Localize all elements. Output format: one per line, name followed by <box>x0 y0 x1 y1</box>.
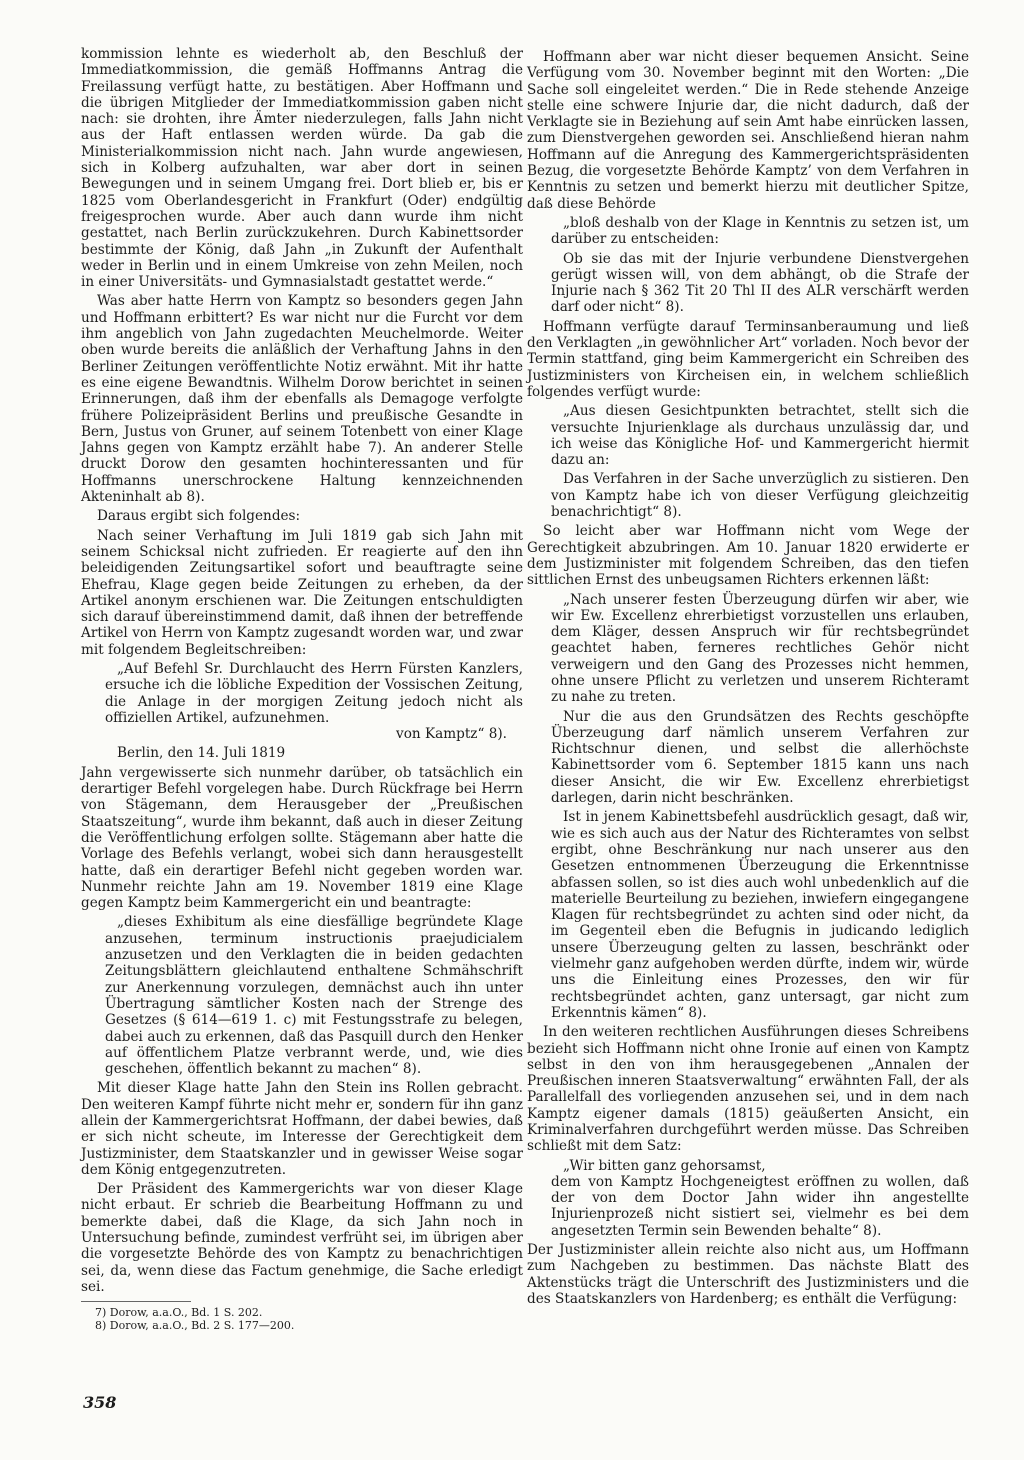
quote-text: „Nach unserer festen Überzeugung dürfen wir aber, wie wir Ew. Excellenz ehrerbietigst vorzustellen uns erlauben, dem Kläger, dessen Anspruch wir für rechtsbegründet geachtet haben, ferneres rechtliches Gehör nicht verweigern und den Gang des Prozesses nicht hemmen, ohne unsere Pflicht zu verletzen und unserem Richteramt zu nahe zu treten. <box>551 591 969 706</box>
quote-text: Ist in jenem Kabinettsbefehl ausdrücklich gesagt, daß wir, wie es sich auch aus der Natur des Richteramtes von selbst ergibt, ohne Beschränkung nur nach unserer aus den Gesetzen entnommenen Überzeugung die Erkenntnisse abfassen sollen, so ist dies auch wohl unbedenklich auf die materielle Beurteilung zu beziehen, inwiefern eingegangene Klagen für rechtsbegründet zu achten sind oder nicht, da im Gegenteil eben die Befugnis in judicando lediglich unsere Überzeugung gelten zu lassen, beschränkt oder vielmehr ganz aufgehoben werden dürfte, indem wir, würde uns die Einleitung eines Prozesses, den wir für rechtsbegründet achten, ganz untersagt, gar nicht zum Erkenntnis kämen“ 8). <box>551 809 969 1021</box>
paragraph: Mit dieser Klage hatte Jahn den Stein ins Rollen gebracht. Den weiteren Kampf führte nicht mehr er, sondern für ihn ganz allein der Kammergerichtsrat Hoffmann, der dabei bewies, daß er sich nicht scheute, im Interesse der Gerechtigkeit dem Justizminister, dem Staatskanzler und in gewisser Weise sogar dem König entgegenzutreten. <box>81 1080 523 1178</box>
quote-text: „Wir bitten ganz gehorsamst, <box>563 1157 766 1174</box>
quote-signature: von Kamptz“ 8). <box>396 726 507 743</box>
footnotes <box>81 1306 523 1332</box>
quote-text: Das Verfahren in der Sache unverzüglich zu sistieren. Den von Kamptz habe ich von dieser Verfügung gleichzeitig benachrichtigt“ 8). <box>551 471 969 521</box>
paragraph: So leicht aber war Hoffmann nicht vom Wege der Gerechtigkeit abzubringen. Am 10. Januar 1820 erwiderte er dem Justizminister mit folgendem Schreiben, das den tiefen sittlichen Ernst des unbeugsamen Richters erkennen läßt: <box>527 523 969 589</box>
quote-text: Nur die aus den Grundsätzen des Rechts geschöpfte Überzeugung darf nämlich unserem Verfahren zur Richtschnur dienen, und selbst die allerhöchste Kabinettsorder vom 6. September 1815 kann uns nach dieser Ansicht, die wir Ew. Excellenz ehrerbietigst darlegen, darin nicht beschränken. <box>551 708 969 807</box>
block-quote <box>551 592 969 1022</box>
paragraph: Hoffmann aber war nicht dieser bequemen Ansicht. Seine Verfügung vom 30. November beginnt mit den Worten: „Die Sache soll eingeleitet werden.“ Die in Rede stehende Anzeige stelle eine schwere Injurie dar, die nicht dadurch, daß der Verklagte sie in Beziehung auf sein Amt habe einrücken lassen, zum Dienstvergehen geworden sei. Anschließend hieran nahm Hoffmann auf die Anregung des Kammergerichtspräsidenten Bezug, die vorgesetzte Behörde Kamptz’ von dem Verfahren in Kenntnis zu setzen und bemerkt hierzu mit deutlicher Spitze, daß diese Behörde <box>527 49 969 212</box>
block-quote <box>551 1158 969 1239</box>
paragraph: In den weiteren rechtlichen Ausführungen dieses Schreibens bezieht sich Hoffmann nicht ohne Ironie auf einen von Kamptz selbst in den von ihm herausgegebenen „Annalen der Preußischen inneren Staatsverwaltung“ erwähnten Fall, der als Parallelfall des vorliegenden anzusehen sei, und in dem nach Kamptz eigener damals (1815) geäußerten Ansicht, ein Kriminalverfahren durchgeführt werden müsse. Das Schreiben schließt mit dem Satz: <box>527 1024 969 1155</box>
paragraph: Nach seiner Verhaftung im Juli 1819 gab sich Jahn mit seinem Schicksal nicht zufrieden. Er reagierte auf den ihn beleidigenden Zeitungsartikel sofort und beauftragte seine Ehefrau, Klage gegen beide Zeitungen zu erheben, da der Artikel anonym erschienen war. Die Zeitungen entschuldigten sich darauf übereinstimmend damit, daß ihnen der betreffende Artikel von Herrn von Kamptz zugesandt worden war, und zwar mit folgendem Begleitschreiben: <box>81 527 523 658</box>
paragraph: Was aber hatte Herrn von Kamptz so besonders gegen Jahn und Hoffmann erbittert? Es war nicht nur die Furcht vor dem ihm angeblich von Jahn zugedachten Meuchelmorde. Weiter oben wurde bereits die anläßlich der Verhaftung Jahns in den Berliner Zeitungen veröffentlichte Notiz erwähnt. Mit ihr hatte es eine eigene Bewandtnis. Wilhelm Dorow berichtet in seinen Erinnerungen, daß ihm der ebenfalls als Demagoge verfolgte frühere Polizeipräsident Berlins und preußische Gesandte in Bern, Justus von Gruner, auf seinem Totenbett von einer Klage Jahns gegen von Kamptz erzählt habe 7). An anderer Stelle druckt Dorow den gesamten hochinteressanten und für Hoffmanns unerschrockene Haltung kennzeichnenden Akteninhalt ab 8). <box>81 293 523 506</box>
quote-text: „Auf Befehl Sr. Durchlaucht des Herrn Fürsten Kanzlers, ersuche ich die löbliche Expedition der Vossischen Zeitung, die Anlage in der morgigen Zeitung jedoch nicht als offiziellen Artikel, aufzunehmen. <box>105 660 523 726</box>
quote-text: „dieses Exhibitum als eine diesfällige begründete Klage anzusehen, terminum instructionis praejudicialem anzusetzen und den Verklagten die in beiden gedachten Zeitungsblättern gleichlautend enthaltene Schmähschrift zur Anerkennung vorzulegen, demnächst auch ihn unter Übertragung sämtlicher Kosten nach der Strenge des Gesetzes (§ 614—619 1. c) mit Festungsstrafe zu belegen, dabei auch zu erkennen, daß das Pasquill durch den Henker auf öffentlichem Platze verbrannt werde, und, wie dies geschehen, öffentlich bekannt zu machen“ 8). <box>105 914 523 1078</box>
quote-text: dem von Kamptz Hochgeneigtest eröffnen zu wollen, daß der von dem Doctor Jahn wider ihn angestellte Injurienprozeß nicht sistiert sei, vielmehr es bei dem angesetzten Termin sein Bewenden behalte“ 8). <box>551 1173 969 1239</box>
paragraph: Jahn vergewisserte sich nunmehr darüber, ob tatsächlich ein derartiger Befehl vorgelegen habe. Durch Rückfrage bei Herrn von Stägemann, dem Herausgeber der „Preußischen Staatszeitung“, wurde ihm bekannt, daß auch in dieser Zeitung die Veröffentlichung erfolgen sollte. Stägemann aber hatte die Vorlage des Befehls verlangt, wobei sich dann herausgestellt hatte, daß ein derartiger Befehl nicht gegeben worden war. Nunmehr reichte Jahn am 19. November 1819 eine Klage gegen Kamptz beim Kammergericht ein und beantragte: <box>81 764 523 912</box>
left-column <box>81 46 523 1332</box>
block-quote <box>105 661 523 742</box>
block-quote <box>105 914 523 1077</box>
block-quote <box>551 403 969 520</box>
quote-text: Ob sie das mit der Injurie verbundene Dienstvergehen gerügt wissen will, von dem abhängt, ob die Strafe der Injurie nach § 362 Tit 20 Thl II des ALR verschärft werden darf oder nicht“ 8). <box>551 250 969 316</box>
block-quote <box>551 215 969 316</box>
paragraph: Hoffmann verfügte darauf Terminsanberaumung und ließ den Verklagten „in gewöhnlicher Art“ vorladen. Noch bevor der Termin stattfand, ging beim Kammergericht ein Schreiben des Justizministers von Kircheisen ein, in welchem schließlich folgendes verfügt wurde: <box>527 318 969 400</box>
paragraph: Der Präsident des Kammergerichts war von dieser Klage nicht erbaut. Er schrieb die Bearbeitung Hoffmann zu und bemerkte dabei, daß die Klage, da sich Jahn noch in Untersuchung befinde, zumindest verfrüht sei, im übrigen aber die vorgesetzte Behörde des von Kamptz zu benachrichtigen sei, da, wenn diese das Factum genehmige, die Sache erledigt sei. <box>81 1181 523 1295</box>
dateline: Berlin, den 14. Juli 1819 <box>117 745 286 762</box>
quote-text: „bloß deshalb von der Klage in Kenntnis zu setzen ist, um darüber zu entscheiden: <box>551 214 969 248</box>
right-column <box>527 46 969 1307</box>
footnote: 7) Dorow, a.a.O., Bd. 1 S. 202. <box>95 1306 263 1320</box>
footnote: 8) Dorow, a.a.O., Bd. 2 S. 177—200. <box>95 1319 295 1333</box>
paragraph: Der Justizminister allein reichte also nicht aus, um Hoffmann zum Nachgeben zu bestimmen. Das nächste Blatt des Aktenstücks trägt die Unterschrift des Justizministers und die des Staatskanzlers von Hardenberg; es enthält die Verfügung: <box>527 1242 969 1307</box>
page-number: 358 <box>83 1393 117 1412</box>
paragraph: Daraus ergibt sich folgendes: <box>97 508 301 525</box>
paragraph: kommission lehnte es wiederholt ab, den Beschluß der Immediatkommission, die gemäß Hoffmanns Antrag die Freilassung verfügt hatte, zu bestätigen. Aber Hoffmann und die übrigen Mitglieder der Immediatkommission gaben nicht nach: sie drohten, ihre Ämter niederzulegen, falls Jahn nicht aus der Haft entlassen werden würde. Da gab die Ministerialkommission nicht nach. Jahn wurde angewiesen, sich in Kolberg aufzuhalten, war aber dort in seinen Bewegungen und in seinem Umgang frei. Dort blieb er, bis er 1825 vom Oberlandesgericht in Frankfurt (Oder) endgültig freigesprochen wurde. Aber auch dann wurde ihm nicht gestattet, nach Berlin zurückzukehren. Durch Kabinettsorder bestimmte der König, daß Jahn „in Zukunft der Aufenthalt weder in Berlin und in einem Umkreise von zehn Meilen, noch in einer Universitäts- und Gymnasialstadt gestattet werde.“ <box>81 46 523 291</box>
quote-text: „Aus diesen Gesichtpunkten betrachtet, stellt sich die versuchte Injurienklage als durchaus unzulässig dar, und ich weise das Königliche Hof- und Kammergericht hiermit dazu an: <box>551 403 969 469</box>
footnote-divider <box>81 1301 191 1302</box>
